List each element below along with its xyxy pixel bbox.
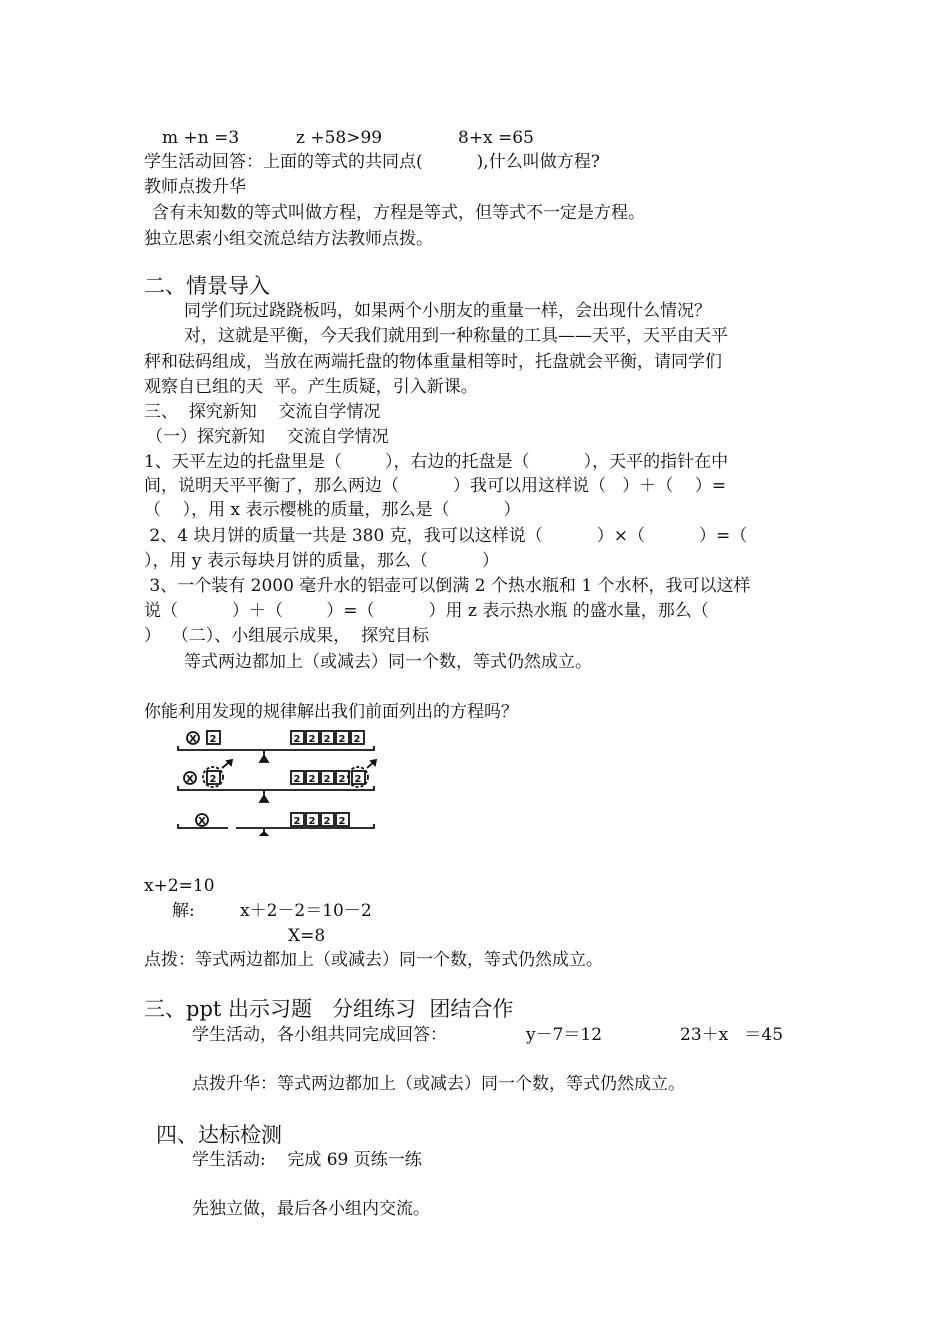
weight-label: 2 [308,734,316,745]
think-exchange-line: 独立思索小组交流总结方法教师点拨。 [144,229,433,249]
weight-label: 2 [293,774,301,785]
balance-row-2 [178,760,376,802]
equality-rule: 等式两边都加上（或减去）同一个数，等式仍然成立。 [184,652,592,672]
weight-label: 2 [209,774,217,785]
teacher-guidance-line: 教师点拨升华 [144,177,246,197]
student-activity-line: 学生活动回答：上面的等式的共同点( ),什么叫做方程? [144,152,600,172]
section-heading-practice: 三、ppt 出示习题 分组练习 团结合作 [144,997,514,1021]
scenario-paragraph-2a: 对，这就是平衡，今天我们就用到一种称量的工具——天平，天平由天平 [184,326,728,346]
solution-answer: X=8 [288,926,326,946]
scenario-paragraph-2c: 观察自已组的天 平。产生质疑，引入新课。 [144,377,478,397]
scenario-paragraph-1: 同学们玩过跷跷板吗，如果两个小朋友的重量一样，会出现什么情况？ [184,301,711,321]
solution-label: 解: [172,901,195,921]
practice-activity: 学生活动，各小组共同完成回答： [192,1025,447,1045]
question-3-line-c: ） （二）、小组展示成果， 探究目标 [144,626,430,646]
subheading-explore: （一）探究新知 交流自学情况 [146,427,389,447]
balance-scale-figure [176,724,386,836]
equation-3: 8+x =65 [458,128,534,148]
weight-label: 2 [293,816,301,827]
scenario-paragraph-2b: 秤和砝码组成，当放在两端托盘的物体重量相等时，托盘就会平衡，请同学们 [144,352,722,372]
solution-note: 点拨：等式两边都加上（或减去）同一个数，等式仍然成立。 [144,950,603,970]
weight-label: 2 [338,816,346,827]
question-1-line-b: 间，说明天平平衡了，那么两边（ ）我可以用这样说（ ）＋（ ）= [144,476,727,496]
weight-label: 2 [338,734,346,745]
practice-equation-1: y－7＝12 [526,1025,603,1045]
question-1-line-a: 1、天平左边的托盘里是（ ），右边的托盘是（ ），天平的指针在中 [144,452,729,472]
practice-summary: 点拨升华：等式两边都加上（或减去）同一个数，等式仍然成立。 [192,1074,685,1094]
solve-question: 你能利用发现的规律解出我们前面列出的方程吗？ [144,702,518,722]
weight-label: 2 [308,774,316,785]
equation-1: m +n =3 [162,128,240,148]
weight-label: 2 [354,774,362,785]
x-weight-label-3: X [198,816,206,827]
assessment-activity: 学生活动: 完成 69 页练一练 [192,1150,422,1170]
equation-definition: 含有未知数的等式叫做方程，方程是等式，但等式不一定是方程。 [152,203,645,223]
section-heading-scenario: 二、情景导入 [144,274,270,298]
question-1-line-c: （ ），用 x 表示樱桃的质量，那么是（ ） [144,500,521,520]
example-equation: x+2=10 [144,876,215,896]
weight-label: 2 [353,734,361,745]
x-weight-label-2: X [186,774,194,785]
practice-equation-2: 23＋x ＝45 [680,1025,784,1045]
weight-label: 2 [323,774,331,785]
assessment-note: 先独立做，最后各小组内交流。 [192,1199,430,1219]
weight-label: 2 [209,734,217,745]
weight-label: 2 [323,734,331,745]
section-heading-assessment: 四、达标检测 [156,1123,282,1147]
weight-label: 2 [308,816,316,827]
section-heading-explore: 三、 探究新知 交流自学情况 [144,402,381,422]
question-2-line-b: ），用 y 表示每块月饼的质量，那么（ ） [144,551,499,571]
question-3-line-a: 3、一个装有 2000 毫升水的铝壶可以倒满 2 个热水瓶和 1 个水杯，我可以这样 [144,576,751,596]
x-weight-label-1: X [189,734,197,745]
weight-label: 2 [338,774,346,785]
equation-2: z +58>99 [296,128,383,148]
solution-step: x＋2－2＝10－2 [240,901,372,921]
question-2-line-a: 2、4 块月饼的质量一共是 380 克，我可以这样说（ ）×（ ）=（ [144,526,748,546]
question-3-line-b: 说（ ）＋（ ）=（ ）用 z 表示热水瓶 的盛水量，那么（ [144,601,709,621]
weight-label: 2 [293,734,301,745]
weight-label: 2 [323,816,331,827]
